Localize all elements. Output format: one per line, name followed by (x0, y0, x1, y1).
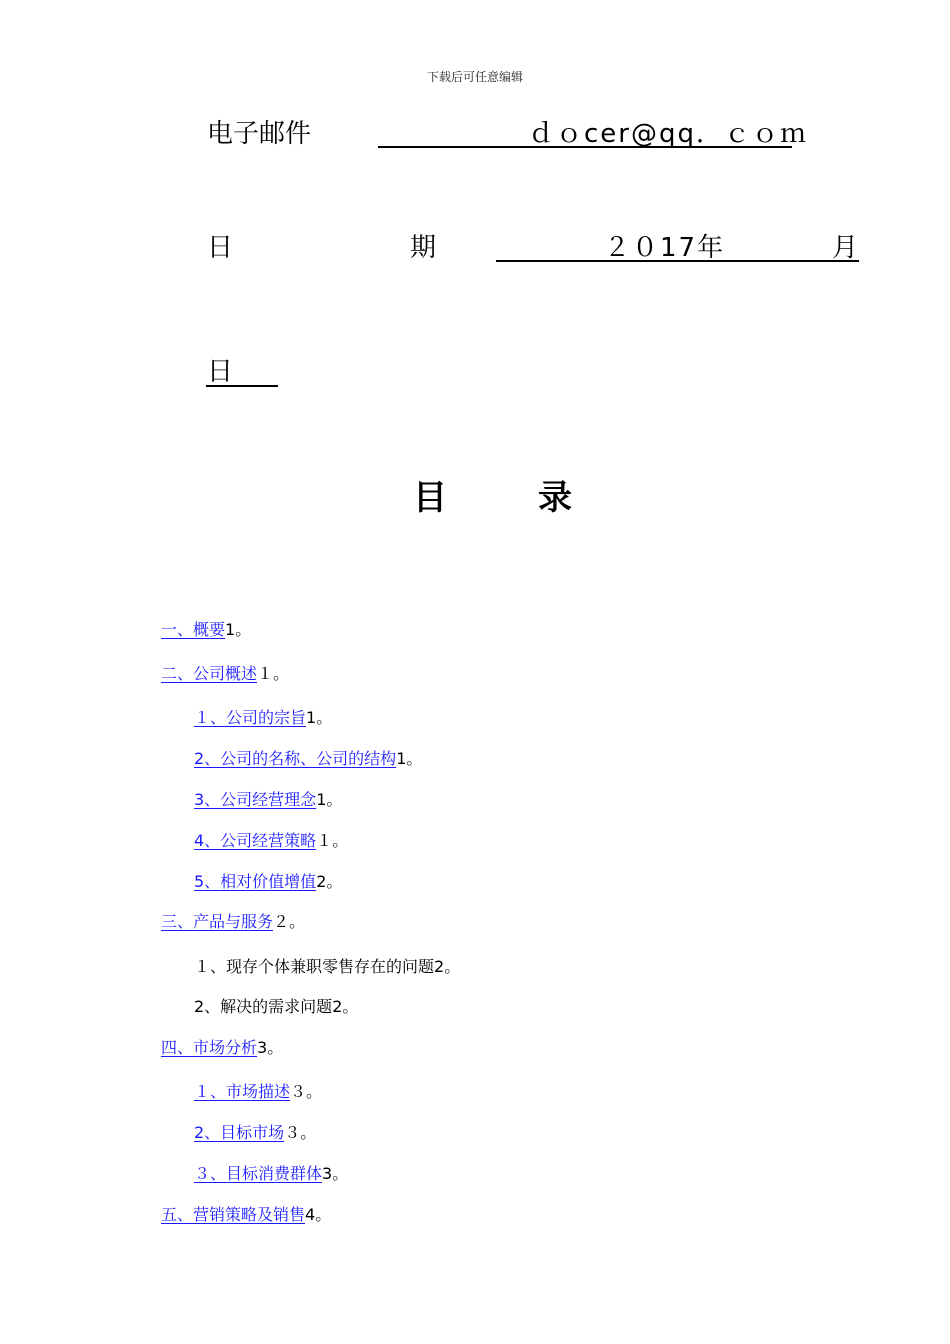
toc-link[interactable]: 2、目标市场 (194, 1123, 285, 1142)
toc-page-number: ３。 (284, 1123, 317, 1142)
toc-page-number: 1。 (306, 708, 333, 727)
toc-link[interactable]: 3、公司经营理念 (194, 790, 317, 809)
toc-page-number: １。 (316, 831, 349, 850)
toc-page-number: 2。 (332, 997, 359, 1016)
toc-item[interactable] (194, 749, 422, 769)
email-label: 电子邮件 (207, 119, 312, 149)
toc-link[interactable]: 4、公司经营策略 (194, 831, 317, 850)
date-day-label: 日 (207, 357, 234, 387)
toc-page-number: 1。 (396, 749, 423, 768)
toc-link[interactable]: １、市场描述 (194, 1082, 291, 1101)
toc-link[interactable]: 五、营销策略及销售 (161, 1205, 306, 1224)
date-year-value: ２０17年 (604, 233, 726, 263)
toc-page-number: 1。 (225, 620, 252, 639)
toc-item (194, 997, 358, 1017)
toc-title-char-1: 目 (413, 478, 447, 518)
toc-page-number: 3。 (257, 1038, 284, 1057)
date-label-period-char: 期 (410, 233, 437, 263)
header-note: 下载后可任意编辑 (426, 70, 523, 84)
toc-link[interactable]: 四、市场分析 (161, 1038, 258, 1057)
toc-item[interactable] (194, 1082, 322, 1102)
toc-page-number: 1。 (316, 790, 343, 809)
toc-title-char-2: 录 (538, 478, 572, 518)
toc-link[interactable]: 三、产品与服务 (161, 912, 274, 931)
toc-item[interactable] (194, 872, 342, 892)
toc-link[interactable]: 5、相对价值增值 (194, 872, 317, 891)
toc-item (194, 957, 460, 977)
toc-link[interactable]: ３、目标消费群体 (194, 1164, 323, 1183)
toc-item[interactable] (194, 790, 342, 810)
toc-item[interactable] (194, 1123, 316, 1143)
toc-item[interactable] (194, 708, 332, 728)
toc-page-number: ２。 (273, 912, 306, 931)
toc-item[interactable] (161, 1205, 331, 1225)
toc-page-number: 2。 (316, 872, 343, 891)
toc-item[interactable] (161, 620, 251, 640)
toc-link[interactable]: 2、公司的名称、公司的结构 (194, 749, 397, 768)
toc-page-number: 3。 (322, 1164, 349, 1183)
toc-page-number: 4。 (305, 1205, 332, 1224)
toc-text: １、现存个体兼职零售存在的问题 (194, 957, 435, 976)
date-label-day-char: 日 (207, 233, 234, 263)
toc-item[interactable] (161, 664, 289, 684)
date-day-underline (206, 385, 278, 387)
toc-item[interactable] (161, 912, 305, 932)
toc-page-number: 2。 (434, 957, 461, 976)
toc-item[interactable] (161, 1038, 283, 1058)
email-value: ｄｏcer@qq．ｃｏｍ (528, 119, 808, 149)
toc-link[interactable]: １、公司的宗旨 (194, 708, 307, 727)
toc-link[interactable]: 一、概要 (161, 620, 226, 639)
toc-page-number: ３。 (290, 1082, 323, 1101)
date-month-label: 月 (832, 233, 859, 263)
toc-item[interactable] (194, 1164, 348, 1184)
toc-page-number: １。 (257, 664, 290, 683)
toc-item[interactable] (194, 831, 348, 851)
toc-text: 2、解决的需求问题 (194, 997, 333, 1016)
toc-link[interactable]: 二、公司概述 (161, 664, 258, 683)
